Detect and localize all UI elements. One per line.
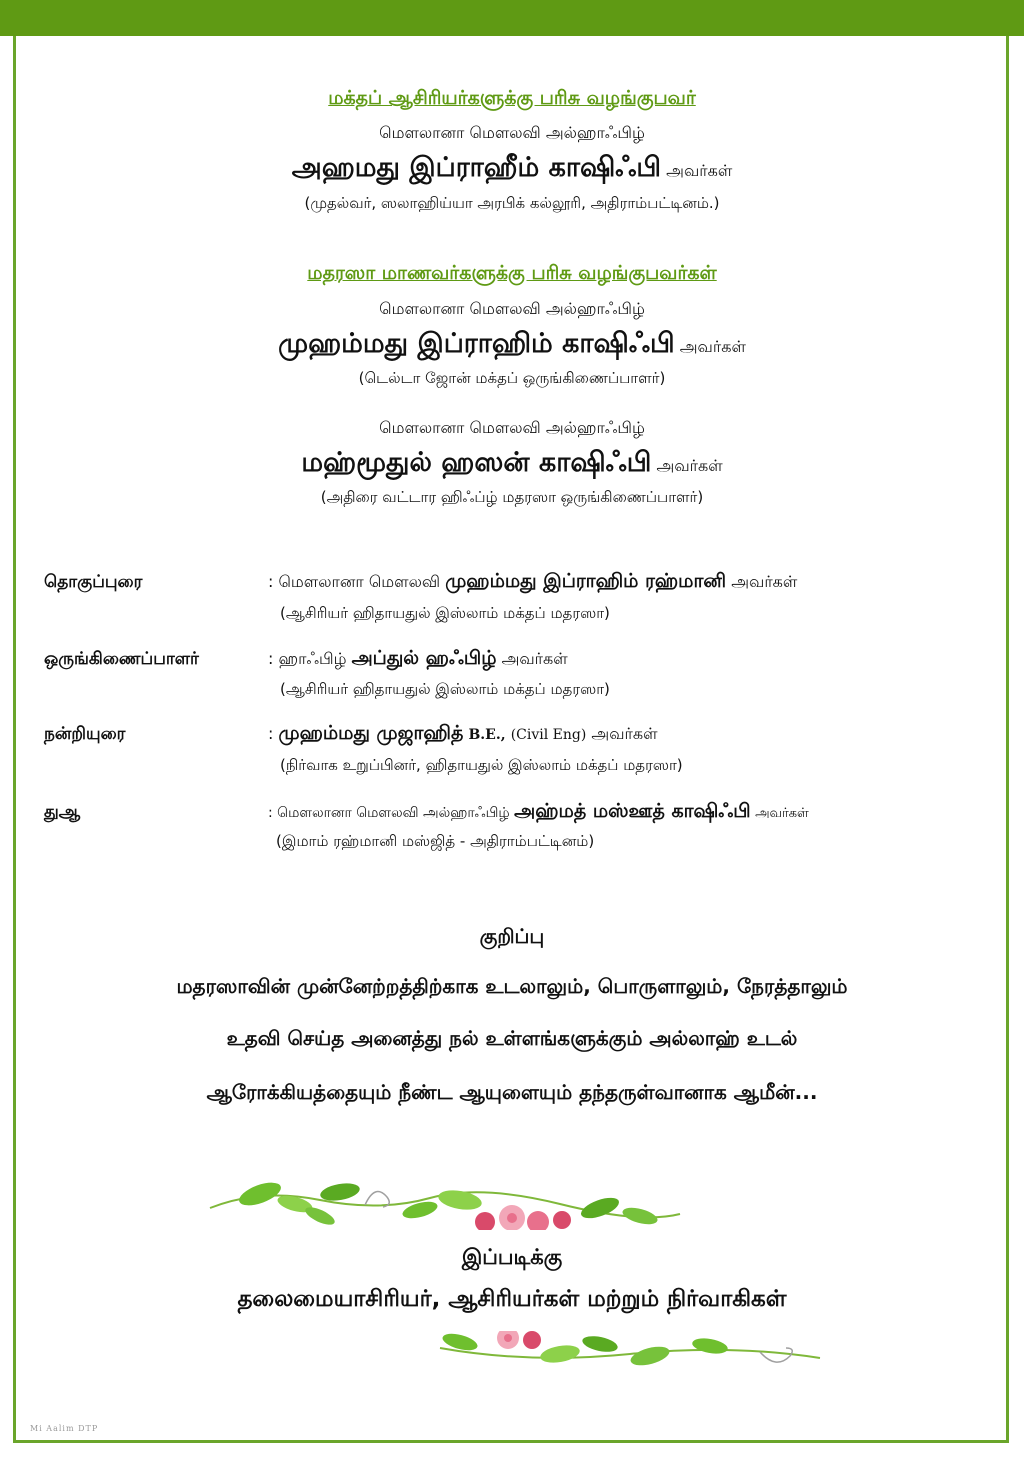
note-line-2: உதவி செய்த அனைத்து நல் உள்ளங்களுக்கும் அல்லாஹ் உடல்	[226, 1026, 798, 1050]
signature-line-2: தலைமையாசிரியர், ஆசிரியர்கள் மற்றும் நிர்வாகிகள்	[237, 1286, 787, 1312]
role-prefix: : மௌலானா மௌலவி அல்ஹாஃபிழ்	[268, 805, 510, 821]
role-suffix: அவர்கள்	[591, 724, 658, 743]
section1-suffix: அவர்கள்	[666, 161, 733, 180]
role-suffix: அவர்கள்	[501, 649, 568, 668]
role-desc-compere: (ஆசிரியர் ஹிதாயதுல் இஸ்லாம் மக்தப் மதரஸா)	[280, 604, 610, 622]
role-branch: (Civil Eng)	[510, 727, 587, 743]
role-prefix: : ஹாஃபிழ்	[268, 649, 347, 668]
section1-honorific: மௌலானா மௌலவி அல்ஹாஃபிழ்	[379, 123, 645, 142]
role-desc-vote-of-thanks: (நிர்வாக உறுப்பினர், ஹிதாயதுல் இஸ்லாம் மக்தப் மதரஸா)	[280, 756, 683, 774]
section2-person2-desc: (அதிரை வட்டார ஹிஃப்ழ் மதரஸா ஒருங்கிணைப்பாளர்)	[320, 488, 704, 506]
role-suffix: அவர்கள்	[755, 806, 809, 821]
role-value-vote-of-thanks	[268, 722, 658, 747]
floral-border-top-icon	[200, 1170, 690, 1234]
section2-person2-suffix: அவர்கள்	[656, 456, 723, 475]
top-banner	[0, 0, 1024, 36]
role-name: முஹம்மது முஜாஹித்	[278, 722, 464, 744]
section1-name: அஹமது இப்ராஹீம் காஷிஃபி	[291, 152, 662, 183]
role-value-compere	[268, 570, 797, 595]
role-suffix: அவர்கள்	[731, 572, 798, 591]
role-name: அஹ்மத் மஸ்ஊத் காஷிஃபி	[514, 800, 751, 822]
section2-heading: மதரஸா மாணவர்களுக்கு பரிசு வழங்குபவர்கள்	[307, 262, 717, 284]
section1-heading: மக்தப் ஆசிரியர்களுக்கு பரிசு வழங்குபவர்	[328, 87, 696, 109]
role-value-coordinator	[268, 647, 568, 672]
role-label-vote-of-thanks: நன்றியுரை	[44, 724, 126, 744]
role-name: முஹம்மது இப்ராஹிம் ரஹ்மானி	[445, 570, 727, 592]
note-title: குறிப்பு	[479, 924, 545, 948]
section2-person1-desc: (டெல்டா ஜோன் மக்தப் ஒருங்கிணைப்பாளர்)	[358, 369, 666, 387]
note-line-1: மதரஸாவின் முன்னேற்றத்திற்காக உடலாலும், பொருளாலும், நேரத்தாலும்	[176, 974, 848, 998]
role-prefix: :	[268, 724, 274, 743]
role-desc-dua: (இமாம் ரஹ்மானி மஸ்ஜித் - அதிராம்பட்டினம்)	[276, 832, 595, 850]
role-label-coordinator: ஒருங்கிணைப்பாளர்	[44, 649, 199, 669]
role-desc-coordinator: (ஆசிரியர் ஹிதாயதுல் இஸ்லாம் மக்தப் மதரஸா)	[280, 680, 610, 698]
section2-person2-name: மஹ்மூதுல் ஹஸன் காஷிஃபி	[301, 447, 652, 478]
section2-person1-name: முஹம்மது இப்ராஹிம் காஷிஃபி	[278, 328, 675, 359]
note-line-3: ஆரோக்கியத்தையும் நீண்ட ஆயுளையும் தந்தருள்வானாக ஆமீன்...	[206, 1080, 818, 1104]
section2-person1-name-line	[0, 328, 1024, 363]
role-name: அப்துல் ஹஃபிழ்	[351, 647, 497, 669]
role-label-dua: துஆ	[44, 802, 81, 822]
section1-desc: (முதல்வர், ஸலாஹிய்யா அரபிக் கல்லூரி, அதிராம்பட்டினம்.)	[304, 194, 720, 212]
section2-person2-honorific: மௌலானா மௌலவி அல்ஹாஃபிழ்	[379, 418, 645, 437]
role-label-compere: தொகுப்புரை	[44, 572, 143, 592]
watermark: Mi Aalim DTP	[30, 1424, 99, 1433]
floral-border-bottom-icon	[430, 1328, 830, 1370]
role-prefix: : மௌலானா மௌலவி	[268, 572, 441, 591]
section1-name-line	[0, 152, 1024, 187]
role-value-dua	[268, 800, 809, 825]
section2-person2-name-line	[0, 447, 1024, 482]
role-degree: B.E.,	[468, 727, 506, 743]
signature-line-1: இப்படிக்கு	[461, 1245, 563, 1269]
section2-person1-honorific: மௌலானா மௌலவி அல்ஹாஃபிழ்	[379, 299, 645, 318]
section2-person1-suffix: அவர்கள்	[679, 337, 746, 356]
